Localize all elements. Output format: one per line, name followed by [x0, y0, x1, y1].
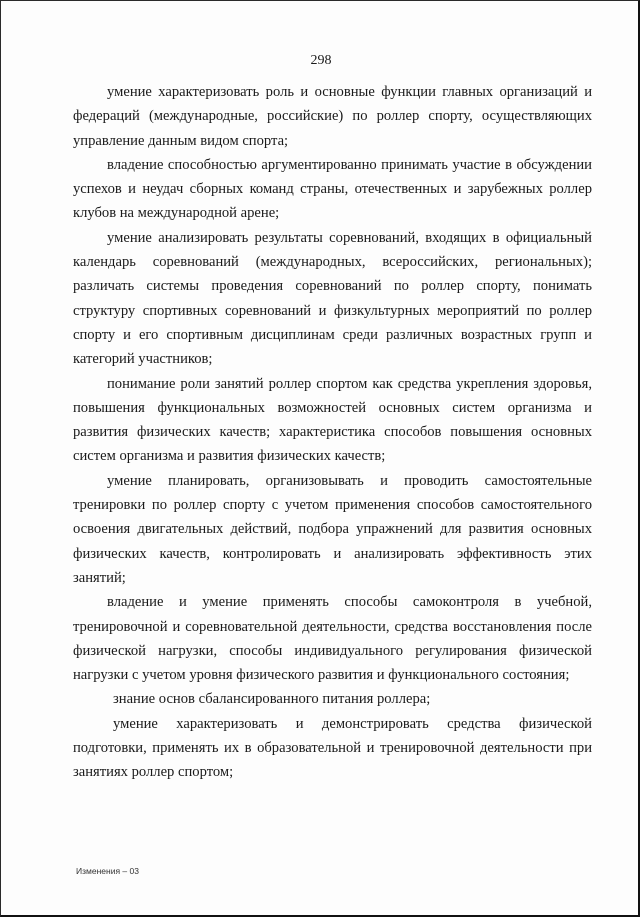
- paragraph-physical-preparation: умение характеризовать и демонстрировать средства физической подготовки, применять их в образовательной и тренировочной деятельности при занятиях роллер спортом;: [73, 715, 592, 781]
- paragraph-health-benefits: понимание роли занятий роллер спортом как средства укрепления здоровья, повышения функциональных возможностей основных систем организма и развития физических качеств; характеристика способов повышения основных систем организма и развития физических качеств;: [73, 375, 592, 465]
- paragraph-independent-training: умение планировать, организовывать и проводить самостоятельные тренировки по роллер спорту с учетом применения способов самостоятельного освоения двигательных действий, подбора упражнений для развития основных физических качеств, контролировать и анализировать эффективность этих занятий;: [73, 472, 592, 586]
- paragraph-competition-analysis: умение анализировать результаты соревнований, входящих в официальный календарь соревнований (международных, всероссийских, региональных); различать системы проведения соревнований по роллер спорту, понимать структуру спортивных соревнований и физкультурных мероприятий по роллер спорту и его спортивным дисциплинам среди различных возрастных групп и категорий участников;: [73, 229, 592, 368]
- paragraph-roles-of-organizations: умение характеризовать роль и основные функции главных организаций и федераций (международные, российские) по роллер спорту, осуществляющих управление данным видом спорта;: [73, 84, 592, 149]
- paragraph-discussion-of-teams: владение способностью аргументированно принимать участие в обсуждении успехов и неудач сборных команд страны, отечественных и зарубежных роллер клубов на международной арене;: [73, 156, 592, 222]
- revision-footer: Изменения – 03: [76, 866, 139, 876]
- body-text: [73, 80, 592, 785]
- paragraph-self-control-methods: владение и умение применять способы самоконтроля в учебной, тренировочной и соревновательной деятельности, средства восстановления после физической нагрузки, способы индивидуального регулирования физической нагрузки с учетом уровня физического развития и функционального состояния;: [73, 594, 592, 684]
- page-number: 298: [310, 53, 332, 68]
- paragraph-nutrition: знание основ сбалансированного питания роллера;: [113, 691, 431, 708]
